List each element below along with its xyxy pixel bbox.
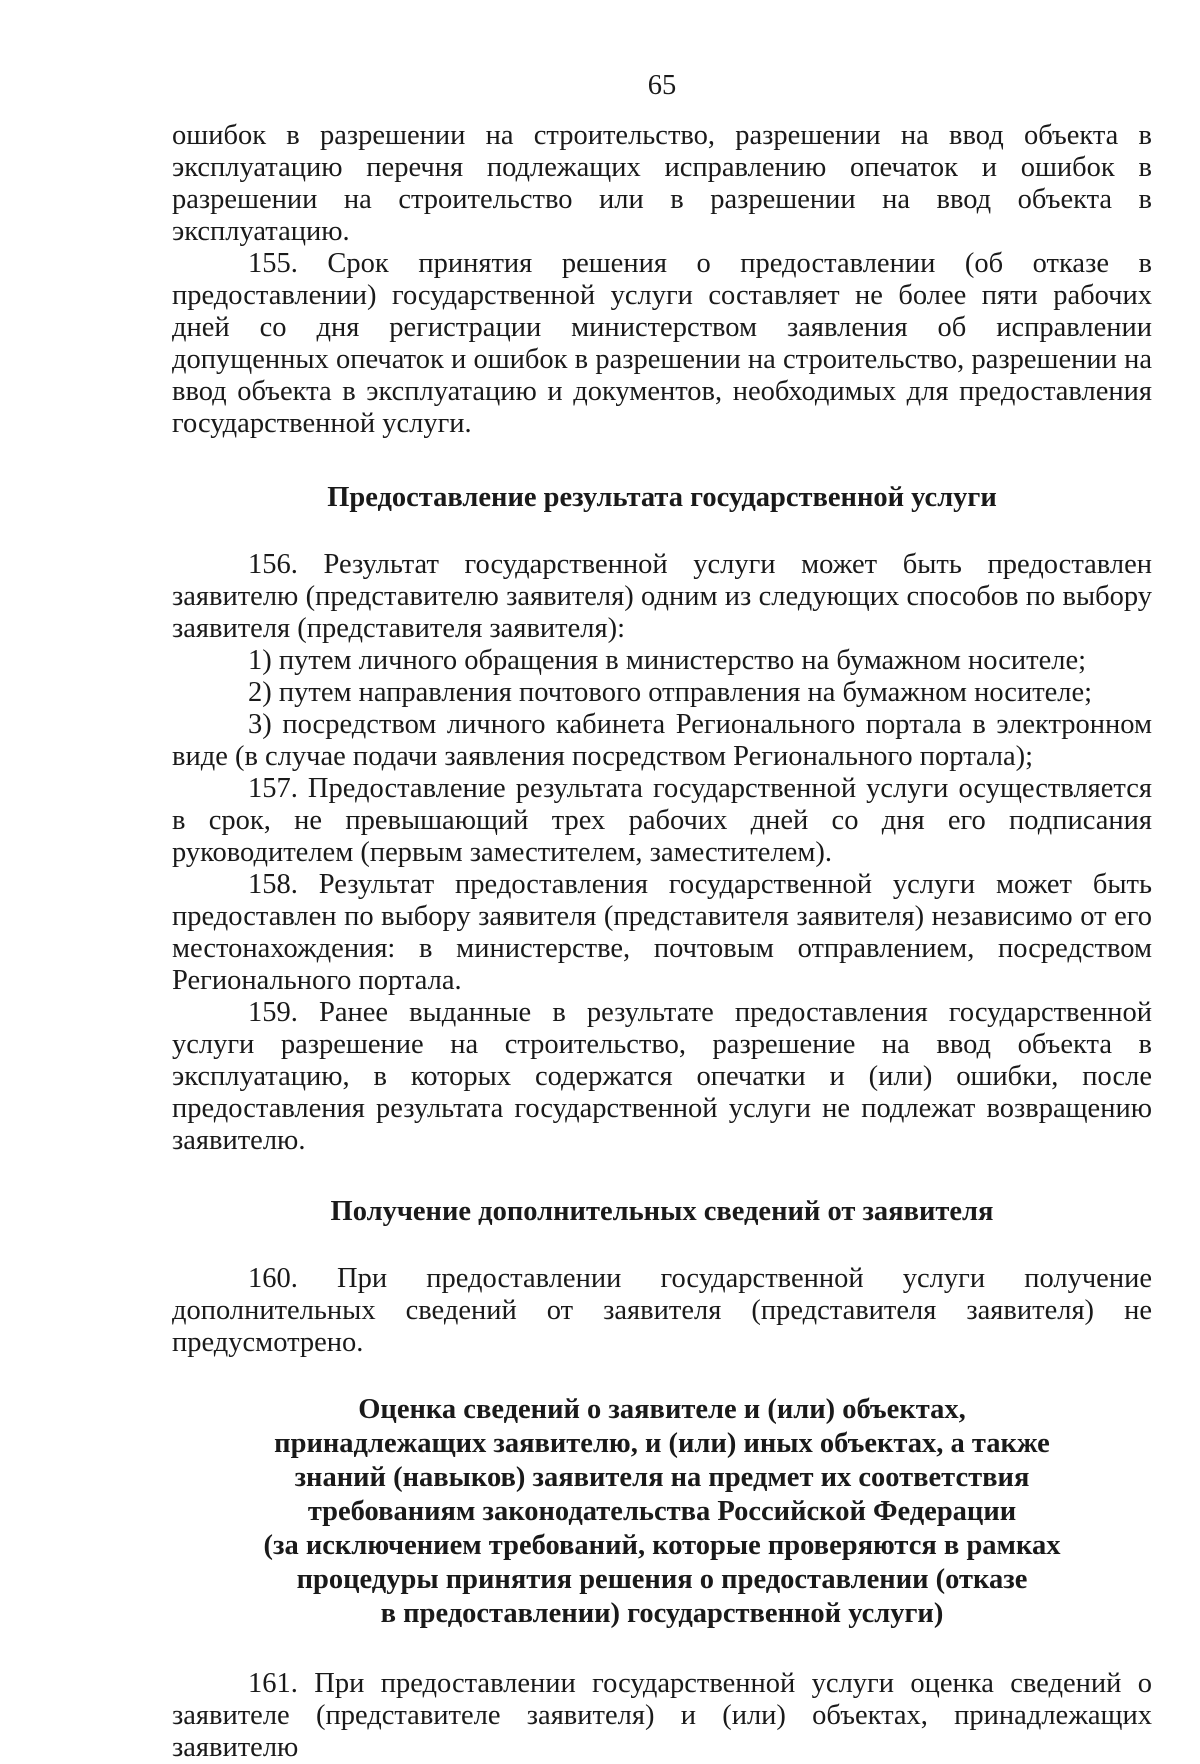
heading-line: процедуры принятия решения о предоставлении (отказе	[296, 1564, 1028, 1595]
heading-line: требованиям законодательства Российской Федерации	[307, 1496, 1017, 1527]
paragraph-157: 157. Предоставление результата государственной услуги осуществляется в срок, не превышающий трех рабочих дней со дня его подписания руководителем (первым заместителем, заместителем).	[172, 773, 1152, 868]
heading-line: (за исключением требований, которые проверяются в рамках	[263, 1530, 1061, 1561]
paragraph-160: 160. При предоставлении государственной услуги получение дополнительных сведений от заявителя (представителя заявителя) не предусмотрено.	[172, 1263, 1152, 1358]
section-heading-additional-info: Получение дополнительных сведений от заявителя	[330, 1196, 994, 1227]
heading-line: принадлежащих заявителю, и (или) иных объектах, а также	[274, 1428, 1050, 1459]
section-heading-result-delivery: Предоставление результата государственной услуги	[327, 482, 997, 513]
paragraph-155: 155. Срок принятия решения о предоставлении (об отказе в предоставлении) государственной услуги составляет не более пяти рабочих дней со дня регистрации министерством заявления об исправлении допущенных опечаток и ошибок в разрешении на строительство, разрешении на ввод объекта в эксплуатацию и документов, необходимых для предоставления государственной услуги.	[172, 248, 1152, 439]
paragraph-161: 161. При предоставлении государственной услуги оценка сведений о заявителе (представителе заявителя) и (или) объектах, принадлежащих заявителю	[172, 1668, 1152, 1763]
list-item-156-2: 2) путем направления почтового отправления на бумажном носителе;	[248, 677, 1093, 708]
paragraph-158: 158. Результат предоставления государственной услуги может быть предоставлен по выбору заявителя (представителя заявителя) независимо от его местонахождения: в министерстве, почтовым отправлением, посредством Регионального портала.	[172, 869, 1152, 996]
heading-line: знаний (навыков) заявителя на предмет их соответствия	[294, 1462, 1030, 1493]
document-page	[172, 70, 1152, 1764]
list-item-156-1: 1) путем личного обращения в министерство на бумажном носителе;	[248, 645, 1087, 676]
page-number: 65	[647, 70, 677, 101]
paragraph-continuation: ошибок в разрешении на строительство, разрешении на ввод объекта в эксплуатацию перечня подлежащих исправлению опечаток и ошибок в разрешении на строительство или в разрешении на ввод объекта в эксплуатацию.	[172, 120, 1152, 247]
section-heading-assessment	[172, 1393, 1152, 1631]
list-item-156-3: 3) посредством личного кабинета Регионального портала в электронном виде (в случае подачи заявления посредством Регионального портала);	[172, 709, 1152, 772]
heading-line: в предоставлении) государственной услуги)	[380, 1598, 944, 1629]
paragraph-159: 159. Ранее выданные в результате предоставления государственной услуги разрешение на строительство, разрешение на ввод объекта в эксплуатацию, в которых содержатся опечатки и (или) ошибки, после предоставления результата государственной услуги не подлежат возвращению заявителю.	[172, 997, 1152, 1156]
heading-line: Оценка сведений о заявителе и (или) объектах,	[358, 1394, 966, 1425]
paragraph-156: 156. Результат государственной услуги может быть предоставлен заявителю (представителю заявителя) одним из следующих способов по выбору заявителя (представителя заявителя):	[172, 549, 1152, 644]
